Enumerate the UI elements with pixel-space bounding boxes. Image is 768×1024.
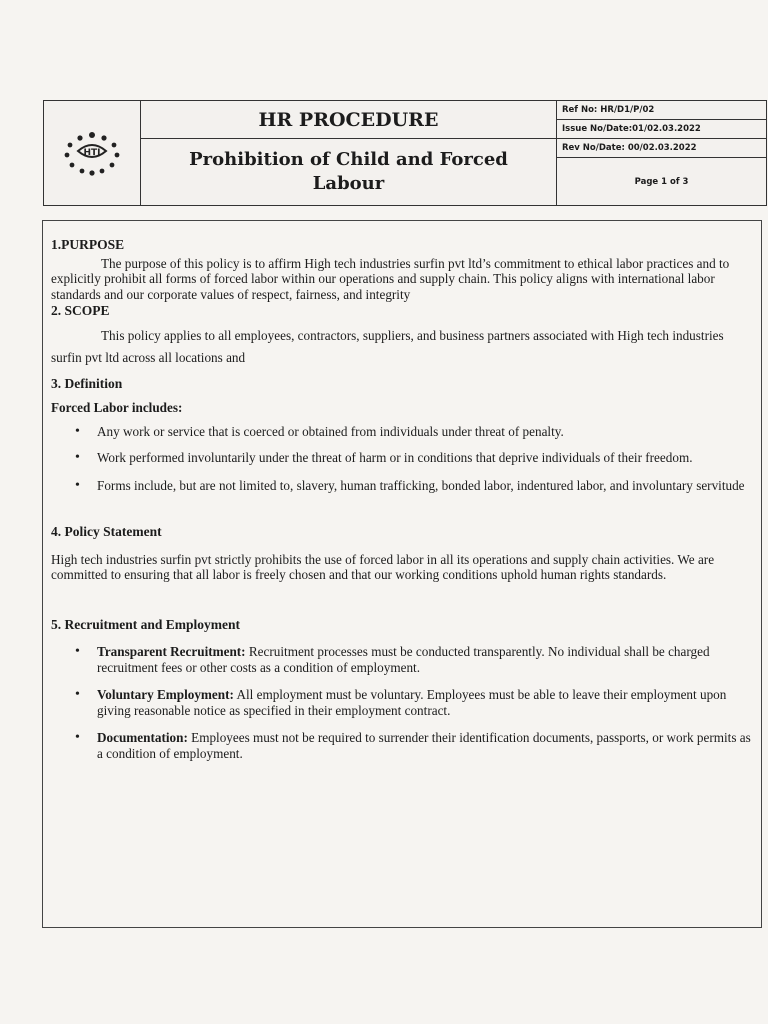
scope-text: This policy applies to all employees, contractors, suppliers, and business partners associated with High tech industries surfin pvt ltd across all locations and: [51, 327, 724, 365]
document-title: Prohibition of Child and Forced Labour: [189, 149, 508, 194]
recruitment-heading: 5. Recruitment and Employment: [51, 616, 240, 632]
policy-text: High tech industries surfin pvt strictly prohibits the use of forced labor in all its operations and supply chain activities. We are committed to ensuring that all labor is freely chosen and that our working conditions uphold human rights standards.: [51, 551, 715, 582]
item-text: Recruitment processes must be conducted transparently. No individual shall be charged recruitment fees or other costs as a condition of employment.: [97, 644, 710, 675]
definition-heading: 3. Definition: [51, 375, 123, 391]
purpose-text: The purpose of this policy is to affirm High tech industries surfin pvt ltd’s commitment to ethical labor practices and to explicitly prohibit all forms of forced labor within our operations and supply chain. This policy aligns with international labor standards and our corporate values of respect, fairness, and integrity: [51, 255, 730, 302]
scope-heading: 2. SCOPE: [51, 303, 110, 318]
item-lead: Transparent Recruitment:: [97, 644, 246, 659]
list-item: • Any work or service that is coerced or obtained from individuals under threat of penalty.: [97, 424, 753, 440]
company-logo-icon: [60, 129, 124, 177]
document-body: [42, 220, 762, 928]
item-lead: Voluntary Employment:: [97, 687, 234, 702]
title-cell: [141, 101, 557, 205]
document-type: HR PROCEDURE: [141, 101, 556, 139]
purpose-heading: 1.PURPOSE: [51, 237, 125, 252]
page-number: Page 1 of 3: [634, 176, 689, 187]
definition-subheading-text: Forced Labor includes:: [51, 400, 183, 415]
definition-list: [51, 424, 753, 494]
item-lead: Documentation:: [97, 730, 188, 745]
item-text: Employees must not be required to surrender their identification documents, passports, or work permits as a condition of employment.: [97, 730, 751, 761]
list-item: • Work performed involuntarily under the threat of harm or in conditions that deprive individuals of their freedom.: [97, 450, 753, 466]
ref-no: Ref No: HR/D1/P/02: [557, 101, 766, 120]
logo-text: HTI: [83, 148, 101, 158]
issue-no: Issue No/Date:01/02.03.2022: [557, 120, 766, 139]
document-header: [43, 100, 767, 206]
logo-cell: [44, 101, 141, 205]
list-item: [97, 730, 753, 761]
list-item: [97, 687, 753, 718]
meta-cell: [557, 101, 766, 205]
rev-no: Rev No/Date: 00/02.03.2022: [557, 139, 766, 158]
recruitment-list: [51, 644, 753, 761]
list-item: • Forms include, but are not limited to, slavery, human trafficking, bonded labor, indentured labor, and involuntary servitude: [97, 478, 753, 494]
policy-heading: 4. Policy Statement: [51, 524, 162, 539]
list-item: [97, 644, 753, 675]
definition-subheading: [51, 400, 753, 416]
item-text: All employment must be voluntary. Employees must be able to leave their employment upon giving reasonable notice as specified in their employment contract.: [97, 687, 727, 718]
